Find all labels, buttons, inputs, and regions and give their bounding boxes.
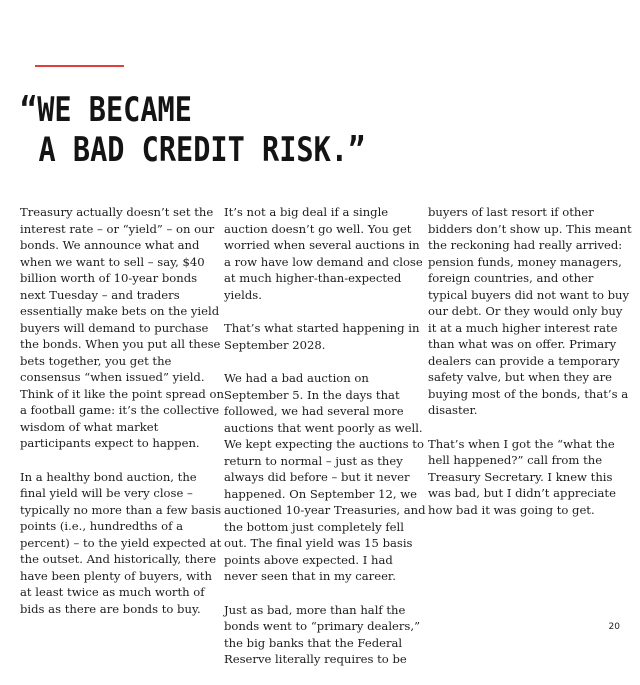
pull-quote-headline [20, 90, 524, 170]
paragraph: It’s not a big deal if a single auction doesn’t go well. You get worried when several auctions in a row have low demand and close at much higher-than-expected yields. [224, 205, 423, 302]
paragraph: Treasury actually doesn’t set the interest rate – or “yield” – on our bonds. We announce what and when we want to sell – say, $40 billion worth of 10-year bonds next Tuesday – and traders essentially make bets on the yield buyers will demand to purchase the bonds. When you put all these bets together, you get the consensus “when issued” yield. Think of it like the point spread on a football game: it’s the collective wisdom of what market participants expect to happen. [20, 205, 224, 450]
headline-line-1: “WE BECAME [20, 90, 192, 130]
accent-rule [35, 65, 124, 67]
text-column-2 [224, 204, 428, 685]
paragraph: That’s what started happening in September 2028. [224, 321, 420, 352]
paragraph: In a healthy bond auction, the final yield will be very close – typically no more than a few basis points (i.e., hundredths of a percent) – to the yield expected at the outset. And historically, there have been plenty of buyers, with at least twice as much worth of bids as there are bonds to buy. [20, 469, 222, 616]
text-column-3 [428, 204, 632, 535]
headline-line-2: A BAD CREDIT RISK.” [38, 130, 366, 170]
text-column-1 [20, 204, 224, 634]
paragraph: That’s when I got the “what the hell happened?” call from the Treasury Secretary. I knew this was bad, but I didn’t appreciate how bad it was going to get. [428, 436, 616, 517]
page-number: 20 [608, 622, 620, 632]
paragraph: We had a bad auction on September 5. In the days that followed, we had several more auctions that went poorly as well. We kept expecting the auctions to return to normal – just as they always did before – but it never happened. On September 12, we auctioned 10-year Treasuries, and the bottom just completely fell out. The final yield was 15 basis points above expected. I had never seen that in my career. [224, 371, 426, 583]
paragraph: buyers of last resort if other bidders don’t show up. This meant the reckoning had really arrived: pension funds, money managers, foreign countries, and other typical buyers did not want to buy our debt. Or they would only buy it at a much higher interest rate than what was on offer. Primary dealers can provide a temporary safety valve, but when they are buying most of the bonds, that’s a disaster. [428, 205, 632, 417]
paragraph: Just as bad, more than half the bonds went to “primary dealers,” the big banks that the Federal Reserve literally requires to be [224, 602, 420, 666]
